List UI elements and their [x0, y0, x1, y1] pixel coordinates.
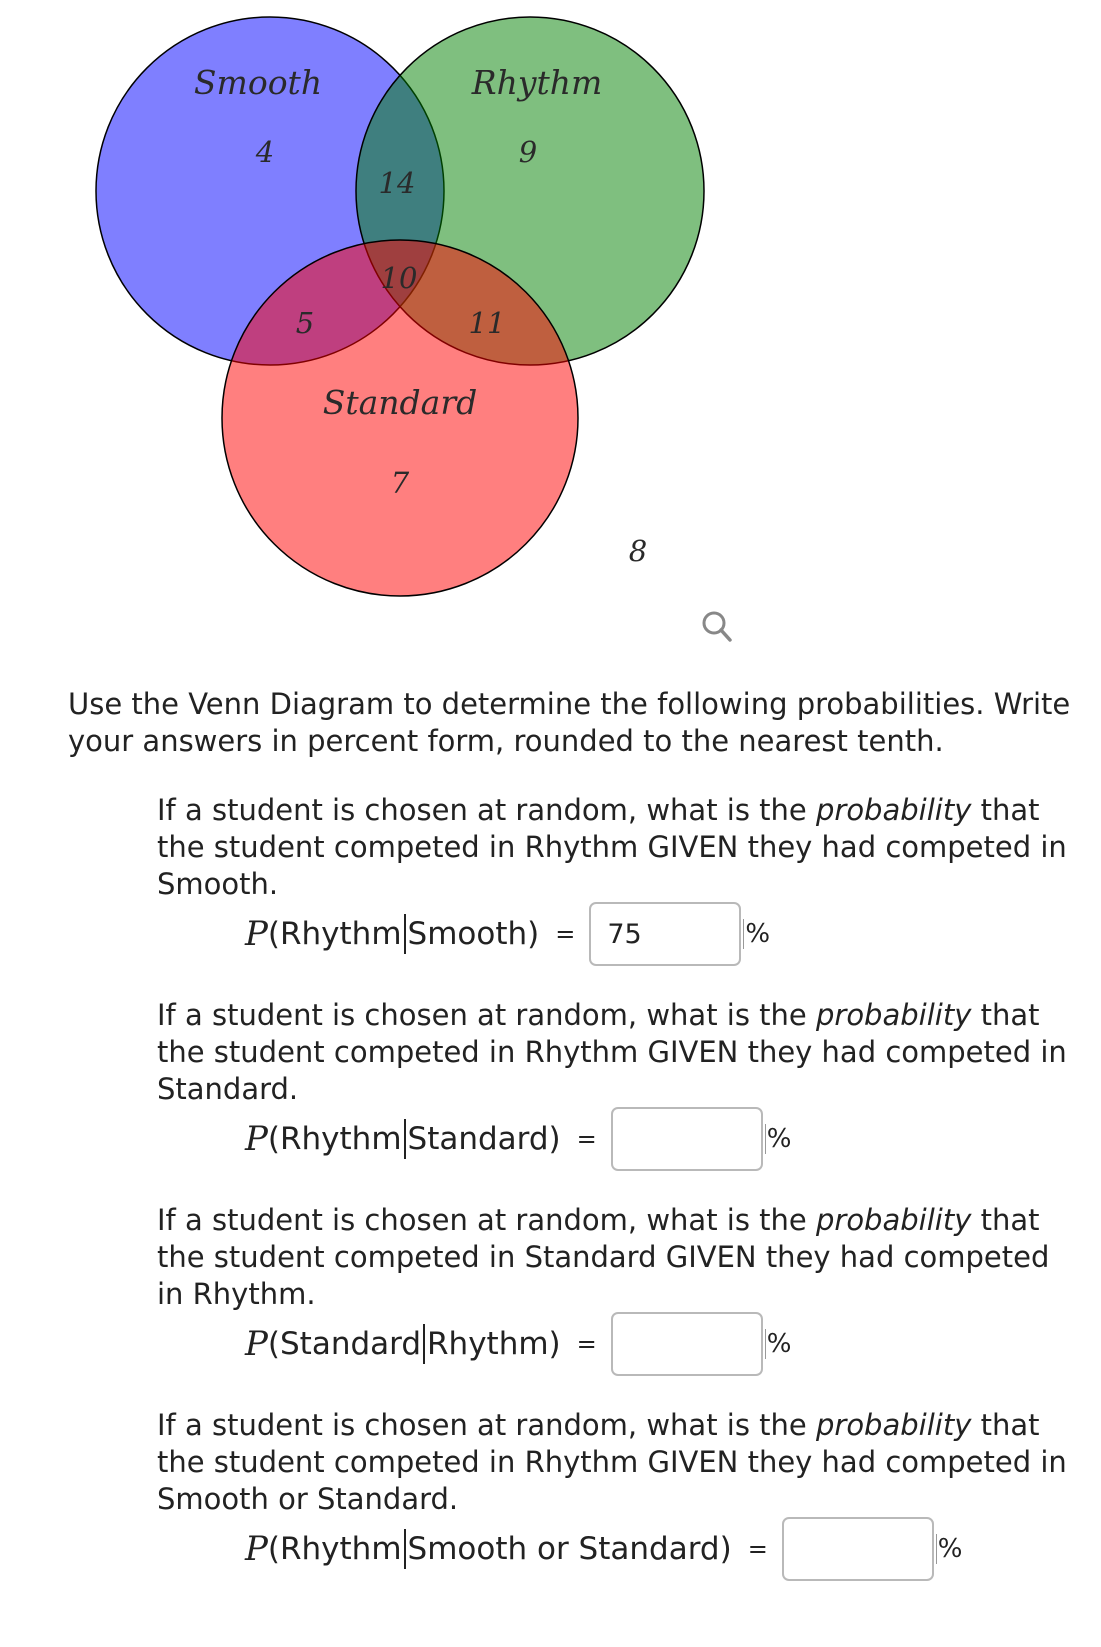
- formula-p: P: [245, 914, 268, 954]
- magnifier-icon[interactable]: [700, 610, 734, 644]
- given-bar: [404, 914, 406, 954]
- answer-input-3[interactable]: [611, 1312, 763, 1376]
- formula-condition: Rhythm): [427, 1326, 561, 1362]
- count-outside: 8: [628, 534, 648, 568]
- formula-2: [245, 1107, 791, 1171]
- formula-condition: Standard): [407, 1121, 561, 1157]
- percent-sign: %: [766, 1124, 792, 1154]
- equals-sign: =: [747, 1535, 768, 1563]
- smooth-label: Smooth: [193, 63, 323, 102]
- question-emphasis: probability: [815, 793, 972, 827]
- answer-input-2[interactable]: [611, 1107, 763, 1171]
- equals-sign: =: [555, 920, 576, 948]
- count-rhythm-standard: 11: [468, 306, 506, 340]
- count-smooth-only: 4: [255, 135, 275, 169]
- formula-condition: Smooth): [407, 916, 540, 952]
- count-rhythm-only: 9: [518, 135, 538, 169]
- formula-event: (Rhythm: [267, 1121, 402, 1157]
- formula-4: [245, 1517, 963, 1581]
- equals-sign: =: [576, 1330, 597, 1358]
- formula-p: P: [245, 1324, 268, 1364]
- percent-sign: %: [766, 1329, 792, 1359]
- question-4: [157, 1407, 1077, 1518]
- formula-condition: Smooth or Standard): [407, 1531, 732, 1567]
- answer-input-1[interactable]: [589, 902, 741, 966]
- given-bar: [404, 1529, 406, 1569]
- question-emphasis: probability: [815, 1203, 972, 1237]
- formula-event: (Standard: [267, 1326, 422, 1362]
- question-text-after: that the student competed in Rhythm GIVEN they had competed in Smooth or Standard.: [157, 1408, 1067, 1516]
- question-text-after: that the student competed in Standard GIVEN they had competed in Rhythm.: [157, 1203, 1050, 1311]
- given-bar: [404, 1119, 406, 1159]
- venn-diagram: [0, 0, 1101, 640]
- count-standard-only: 7: [390, 466, 410, 500]
- formula-event: (Rhythm: [267, 916, 402, 952]
- instructions: Use the Venn Diagram to determine the following probabilities. Write your answers in percent form, rounded to the nearest tenth.: [68, 687, 1071, 758]
- count-all-three: 10: [380, 261, 418, 295]
- question-text-after: that the student competed in Rhythm GIVEN they had competed in Standard.: [157, 998, 1067, 1106]
- formula-p: P: [245, 1529, 268, 1569]
- question-text-after: that the student competed in Rhythm GIVEN they had competed in Smooth.: [157, 793, 1067, 901]
- given-bar: [423, 1324, 425, 1364]
- question-text-before: If a student is chosen at random, what is the: [157, 1408, 816, 1442]
- question-emphasis: probability: [815, 998, 972, 1032]
- question-2: [157, 997, 1077, 1108]
- percent-sign: %: [937, 1534, 963, 1564]
- question-text-before: If a student is chosen at random, what is the: [157, 793, 816, 827]
- question-text-before: If a student is chosen at random, what is the: [157, 998, 816, 1032]
- question-emphasis: probability: [815, 1408, 972, 1442]
- question-1: [157, 792, 1077, 903]
- formula-1: [245, 902, 770, 966]
- rhythm-label: Rhythm: [471, 63, 603, 102]
- count-smooth-rhythm: 14: [378, 166, 416, 200]
- formula-event: (Rhythm: [267, 1531, 402, 1567]
- answer-input-4[interactable]: [782, 1517, 934, 1581]
- count-smooth-standard: 5: [295, 306, 315, 340]
- equals-sign: =: [576, 1125, 597, 1153]
- percent-sign: %: [745, 919, 771, 949]
- question-text-before: If a student is chosen at random, what is the: [157, 1203, 816, 1237]
- formula-3: [245, 1312, 791, 1376]
- formula-p: P: [245, 1119, 268, 1159]
- question-3: [157, 1202, 1077, 1313]
- standard-label: Standard: [322, 383, 478, 422]
